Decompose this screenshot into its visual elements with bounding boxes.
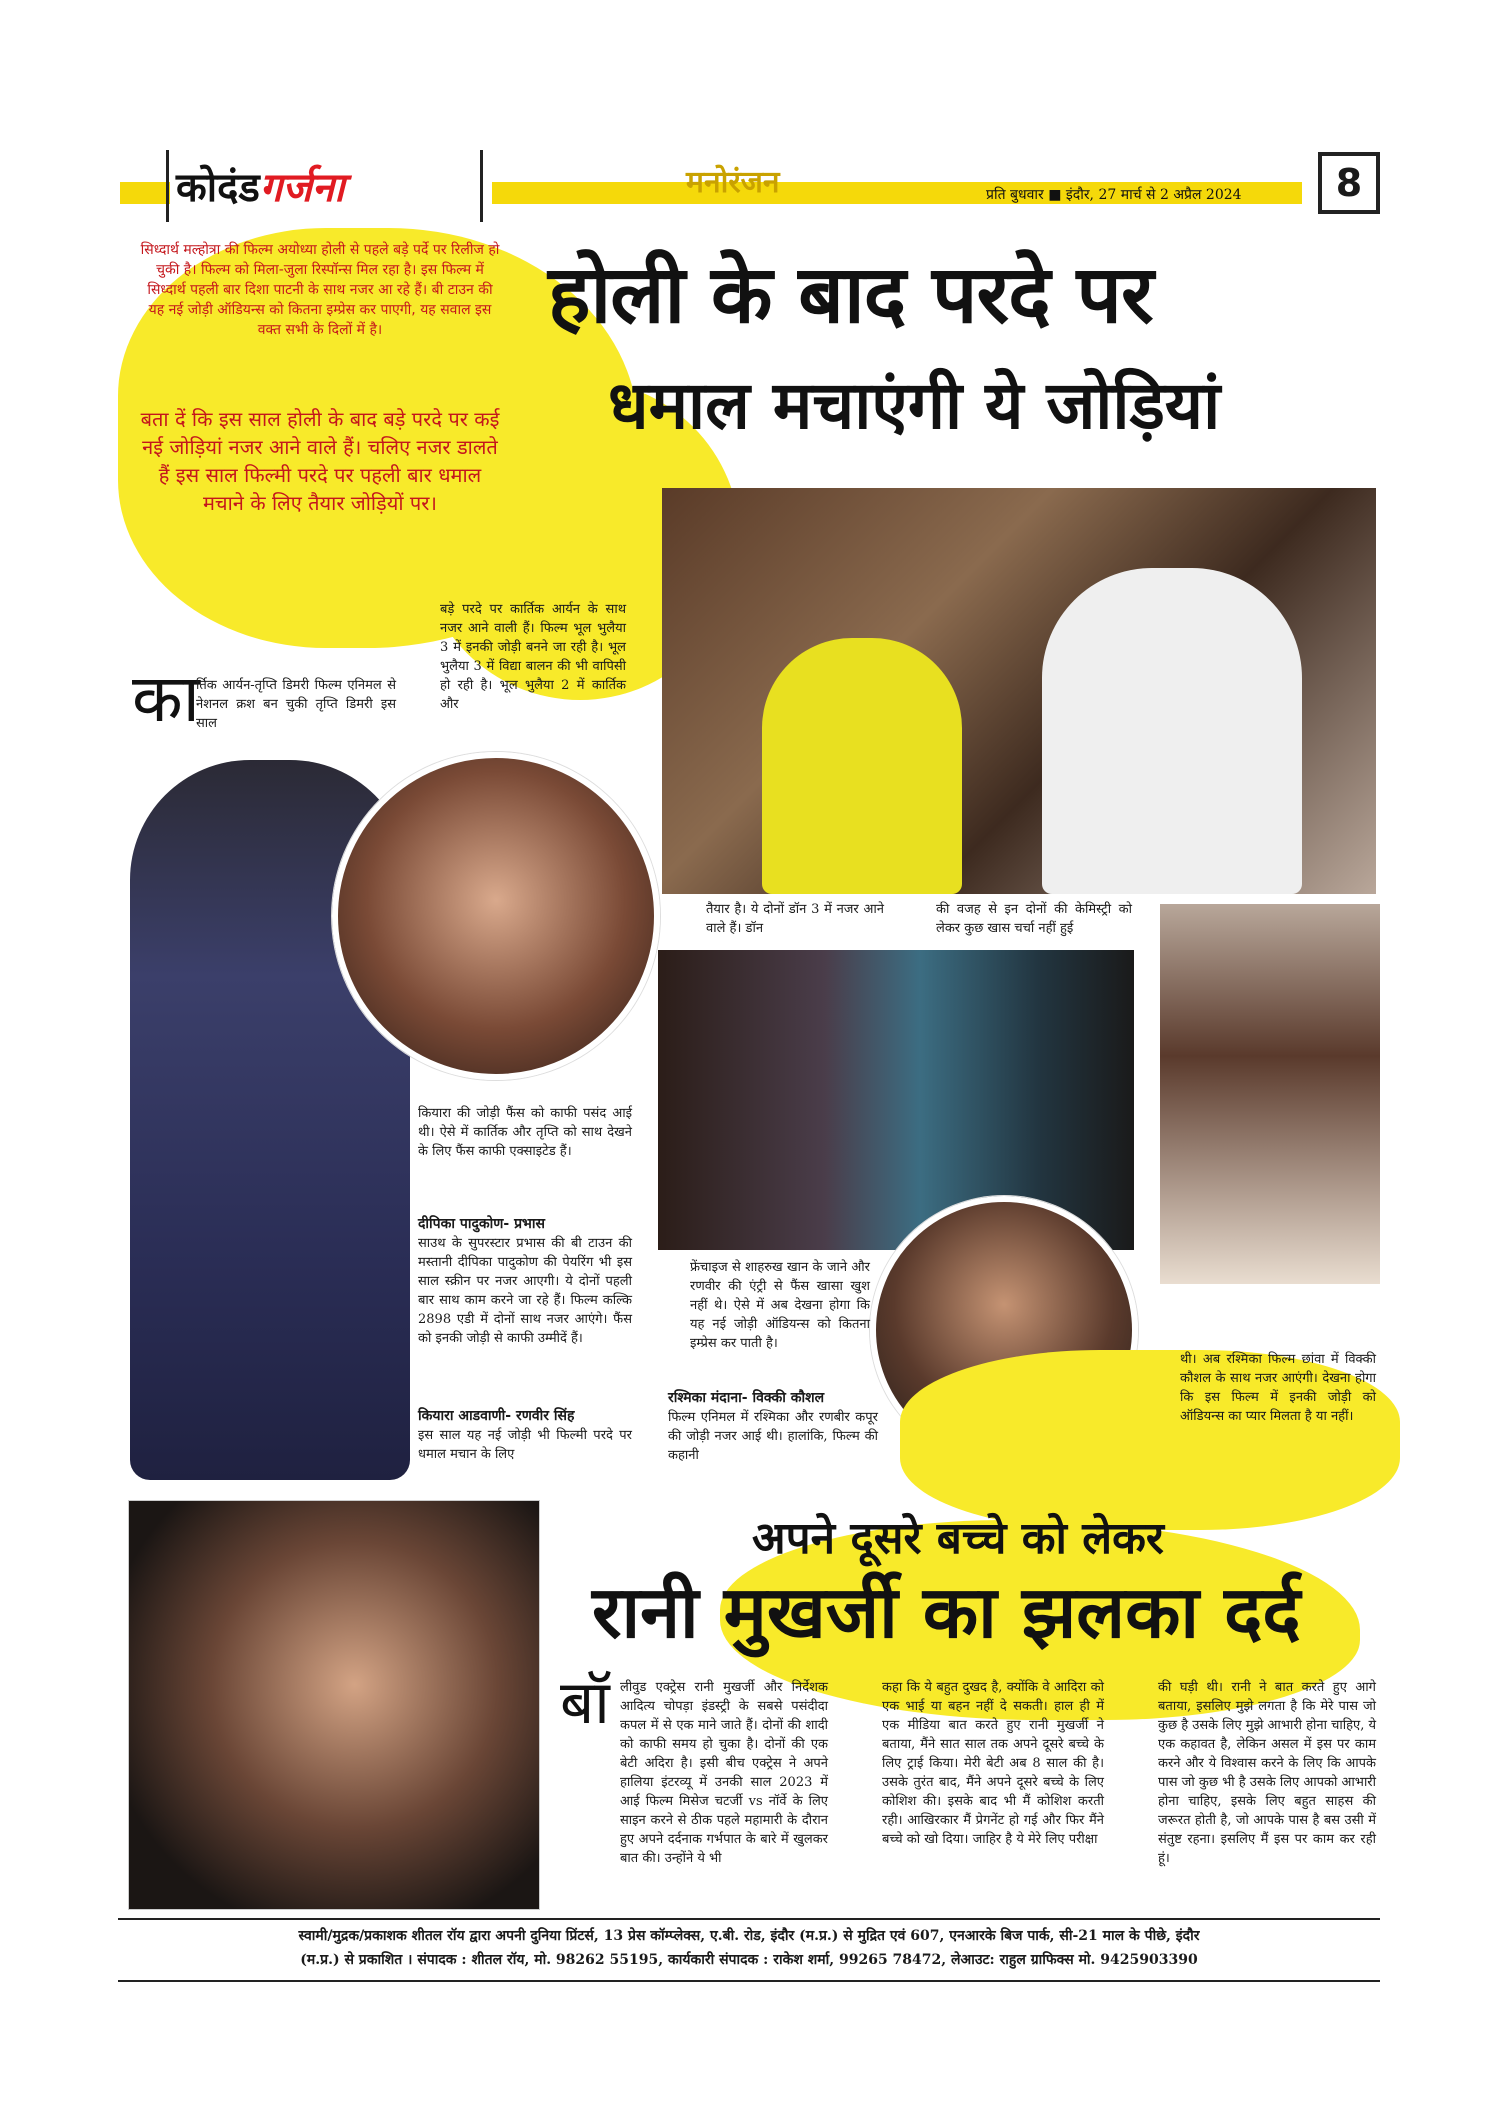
logo [176, 158, 476, 218]
intro-text: सिध्दार्थ मल्होत्रा की फिल्म अयोध्या होली से पहले बड़े पर्दे पर रिलीज हो चुकी है। फिल्म को मिला-जुला रिस्पॉन्स मिल रहा है। इस फिल्म में सिध्दार्थ पहली बार दिशा पाटनी के साथ नजर आ रहे हैं। बी टाउन की यह नई जोड़ी ऑडियन्स को कितना इम्प्रेस कर पाएगी, यह सवाल इस वक्त सभी के दिलों में है। [140, 242, 500, 338]
para-kartik-tripti: र्तिक आर्यन-तृप्ति डिमरी फिल्म एनिमल से नेशनल क्रश बन चुकी तृप्ति डिमरी इस साल [196, 678, 396, 731]
masthead-rule-mid [480, 150, 483, 222]
label-kiara: कियारा आडवाणी- रणवीर सिंह [418, 1408, 575, 1424]
story2-col3: की घड़ी थी। रानी ने बात करते हुए आगे बताया, इसलिए मुझे लगता है कि मेरे पास जो कुछ है उसके लिए मुझे आभारी होना चाहिए, ये एक कहावत है, लेकिन असल में इस पर काम करने और ये विश्वास करने के लिए कि आपके पास जो कुछ भी है उसके लिए आपको आभारी होना चाहिए, इसके लिए बहुत साहस की जरूरत होती है, जो आपके पास है बस उसी में संतुष्ट रहना। इसलिए मैं इस पर काम कर रही हूं। [1158, 1680, 1377, 1866]
footer-rule-bottom [118, 1980, 1380, 1982]
caption-left: तैयार है। ये दोनों डॉन 3 में नजर आने वाले हैं। डॉन [706, 902, 884, 936]
headline-line2: धमाल मचाएंगी ये जोड़ियां [608, 367, 1221, 444]
caption-right: की वजह से इन दोनों की केमिस्ट्री को लेकर कुछ खास चर्चा नहीं हुई [936, 902, 1132, 936]
figure-woman-yellow [762, 638, 962, 894]
logo-part1: कोदंड [176, 165, 260, 211]
photo-deepika-prabhas [658, 950, 1134, 1250]
dateline: प्रति बुधवार ■ इंदौर, 27 मार्च से 2 अप्रैल 2024 [986, 187, 1242, 203]
footer-line2: (म.प्र.) से प्रकाशित । संपादक : शीतल रॉय, मो. 98262 55195, कार्यकारी संपादक : राकेश शर्मा, 99265 78472, लेआउट: राहुल ग्राफिक्स मो. 9425903390 [300, 1952, 1198, 1968]
para-deepika: साउथ के सुपरस्टार प्रभास की बी टाउन की मस्तानी दीपिका पादुकोण की पेयरिंग भी इस साल स्क्रीन पर नजर आएगी। ये दोनों पहली बार साथ काम करने जा रहे हैं। फिल्म कल्कि 2898 एडी में दोनों साथ नजर आएंगे। फैंस को इनकी जोड़ी से काफी उम्मीदें हैं। [418, 1236, 632, 1346]
label-deepika: दीपिका पादुकोण- प्रभास [418, 1216, 545, 1232]
page-number-box [1318, 152, 1380, 214]
logo-part2: गर्जना [259, 165, 345, 211]
label-rashmika: रश्मिका मंदाना- विक्की कौशल [668, 1390, 825, 1406]
page-number: 8 [1335, 161, 1363, 205]
photo-rani [128, 1500, 540, 1910]
intro-big-text: बता दें कि इस साल होली के बाद बड़े परदे पर कई नई जोड़ियां नजर आने वाले हैं। चलिए नजर डालते हैं इस साल फिल्मी परदे पर पहली बार धमाल मचाने के लिए तैयार जोड़ियों पर। [140, 407, 500, 515]
story2-kicker: अपने दूसरे बच्चे को लेकर [752, 1513, 1164, 1564]
figure-man-white [1042, 568, 1302, 894]
story2-col1: लीवुड एक्ट्रेस रानी मुखर्जी और निर्देशक आदित्य चोपड़ा इंडस्ट्री के सबसे पसंदीदा कपल में से एक माने जाते हैं। दोनों की शादी को काफी समय हो चुका है। दोनों की एक बेटी अदिरा है। इसी बीच एक्ट्रेस ने अपने हालिया इंटरव्यू में उनकी साल 2023 में आई फिल्म मिसेज चटर्जी vs नॉर्वे के लिए साइन करने से ठीक पहले महामारी के दौरान हुए अपने दर्दनाक गर्भपात के बारे में खुलकर बात की। उन्होंने ये भी [620, 1680, 828, 1866]
footer-line1: स्वामी/मुद्रक/प्रकाशक शीतल रॉय द्वारा अपनी दुनिया प्रिंटर्स, 13 प्रेस कॉम्प्लेक्स, ए.बी. रोड, इंदौर (म.प्र.) से मुद्रित एवं 607, एनआरके बिज पार्क, सी-21 माल के पीछे, इंदौर [298, 1928, 1200, 1944]
photo-tripti [332, 752, 660, 1080]
dropcap-bo: बॉ [560, 1668, 610, 1738]
headline-line1: होली के बाद परदे पर [548, 248, 1153, 341]
dropcap-ka: का [132, 660, 200, 737]
para-kiara: इस साल यह नई जोड़ी भी फिल्मी परदे पर धमाल मचान के लिए [418, 1428, 632, 1462]
masthead-rule-left [166, 150, 169, 222]
masthead-bar-left [120, 182, 170, 204]
col-mid: कियारा की जोड़ी फैंस को काफी पसंद आई थी। ऐसे में कार्तिक और तृप्ति को साथ देखने के लिए फैंस काफी एक्साइटेड हैं। [418, 1106, 632, 1159]
photo-kiara-ranveer [662, 488, 1376, 894]
para-franchise: फ्रेंचाइज से शाहरुख खान के जाने और रणवीर की एंट्री से फैंस खासा खुश नहीं थे। ऐसे में अब देखना होगा कि यह नई जोड़ी ऑडियन्स को कितना इम्प्रेस कर पाती है। [690, 1260, 870, 1351]
photo-rashmika [1160, 904, 1380, 1284]
story2-headline: रानी मुखर्जी का झलका दर्द [592, 1570, 1301, 1654]
footer-rule-top [118, 1918, 1380, 1920]
col-top: बड़े परदे पर कार्तिक आर्यन के साथ नजर आने वाली हैं। फिल्म भूल भुलैया 3 में इनकी जोड़ी बनने जा रही है। भूल भुलैया 3 में विद्या बालन की भी वापिसी हो रही है। भूल भुलैया 2 में कार्तिक और [440, 602, 626, 712]
story2-col2: कहा कि ये बहुत दुखद है, क्योंकि वे आदिरा को एक भाई या बहन नहीं दे सकती। हाल ही में एक मीडिया बात करते हुए रानी मुखर्जी ने बताया, मैंने सात साल तक अपने दूसरे बच्चे के लिए ट्राई किया। मेरी बेटी अब 8 साल की है। उसके तुरंत बाद, मैंने अपने दूसरे बच्चे के लिए कोशिश की। इसके बाद भी मैं कोशिश करती रही। आखिरकार मैं प्रेगनेंट हो गई और फिर मैंने बच्चे को खो दिया। जाहिर है ये मेरे लिए परीक्षा [882, 1680, 1104, 1847]
para-chhava: थी। अब रश्मिका फिल्म छांवा में विक्की कौशल के साथ नजर आएंगी। देखना होगा कि इस फिल्म में इनकी जोड़ी को ऑडियन्स का प्यार मिलता है या नहीं। [1180, 1352, 1376, 1424]
para-rashmika: फिल्म एनिमल में रश्मिका और रणबीर कपूर की जोड़ी नजर आई थी। हालांकि, फिल्म की कहानी [668, 1410, 878, 1463]
section-title: मनोरंजन [686, 165, 780, 200]
